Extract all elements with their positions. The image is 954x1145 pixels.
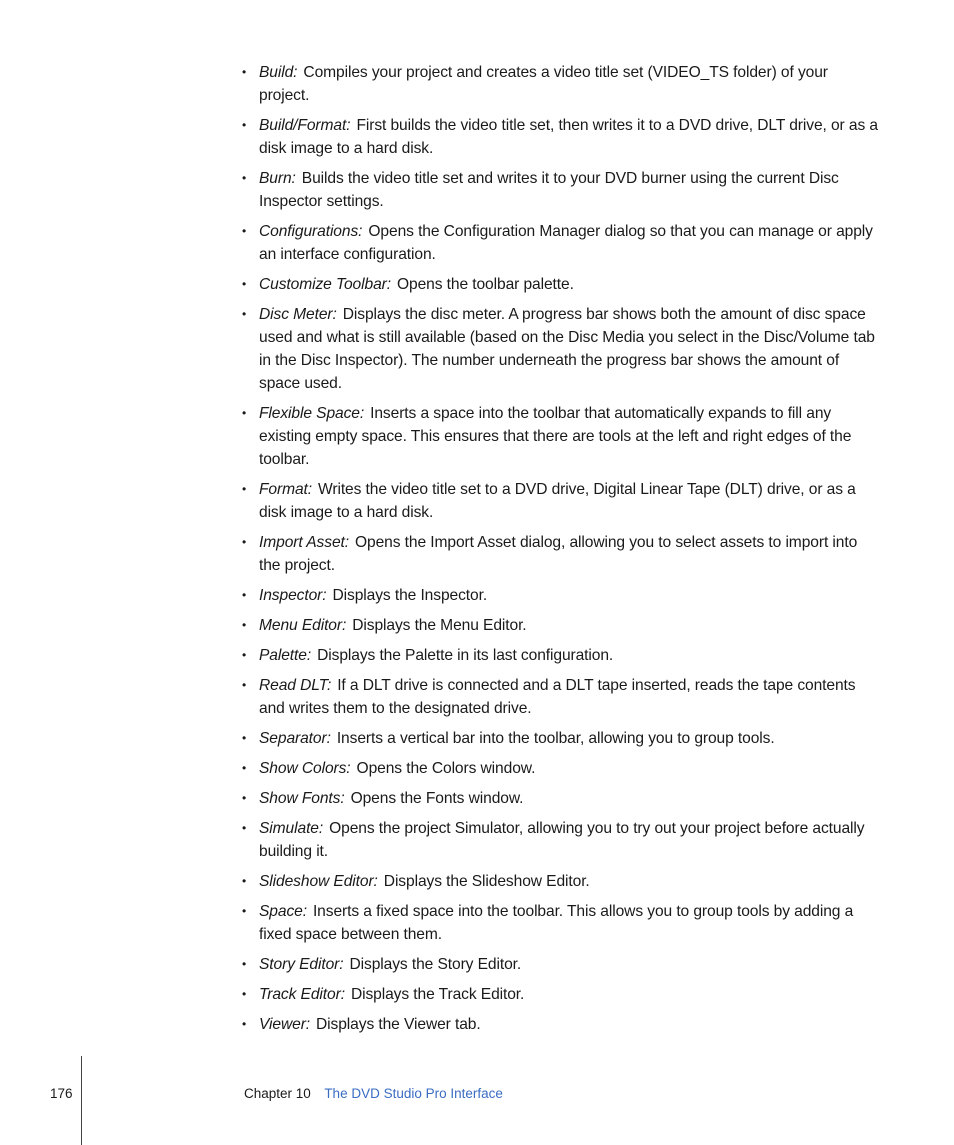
list-item: [242, 644, 882, 667]
list-item: [242, 727, 882, 750]
list-item: [242, 614, 882, 637]
item-description: Displays the Track Editor.: [350, 986, 525, 1003]
list-item: [242, 303, 882, 395]
chapter-title-link[interactable]: The DVD Studio Pro Interface: [324, 1086, 503, 1101]
item-term: Disc Meter:: [259, 306, 337, 323]
item-term: Read DLT:: [259, 677, 332, 694]
list-item: [242, 584, 882, 607]
list-item: [242, 220, 882, 266]
list-item: [242, 478, 882, 524]
item-description: Displays the Inspector.: [332, 587, 488, 604]
item-term: Customize Toolbar:: [259, 276, 391, 293]
item-description: Displays the Viewer tab.: [316, 1016, 481, 1033]
item-term: Show Fonts:: [259, 790, 345, 807]
item-description: Writes the video title set to a DVD drive, Digital Linear Tape (DLT) drive, or as a disk image to a hard disk.: [259, 481, 856, 521]
page-body: [242, 61, 882, 1043]
item-description: Opens the Fonts window.: [350, 790, 524, 807]
list-item: [242, 817, 882, 863]
item-description: Opens the Configuration Manager dialog so that you can manage or apply an interface configuration.: [259, 223, 873, 263]
list-item: [242, 273, 882, 296]
item-term: Show Colors:: [259, 760, 351, 777]
item-description: Opens the toolbar palette.: [396, 276, 574, 293]
item-description: Builds the video title set and writes it to your DVD burner using the current Disc Inspector settings.: [259, 170, 839, 210]
item-description: Displays the Menu Editor.: [352, 617, 527, 634]
item-description: Opens the Import Asset dialog, allowing you to select assets to import into the project.: [259, 534, 858, 574]
item-term: Slideshow Editor:: [259, 873, 378, 890]
item-description: Compiles your project and creates a video title set (VIDEO_TS folder) of your project.: [259, 64, 828, 104]
item-description: Opens the project Simulator, allowing you to try out your project before actually building it.: [259, 820, 865, 860]
footer-divider: [81, 1056, 82, 1145]
item-term: Format:: [259, 481, 313, 498]
item-description: Inserts a space into the toolbar that automatically expands to fill any existing empty space. This ensures that there are tools at the left and right edges of the toolbar.: [259, 405, 852, 468]
list-item: [242, 114, 882, 160]
item-description: Inserts a fixed space into the toolbar. This allows you to group tools by adding a fixed space between them.: [259, 903, 854, 943]
item-term: Palette:: [259, 647, 312, 664]
item-term: Build:: [259, 64, 298, 81]
item-term: Separator:: [259, 730, 331, 747]
item-description: Opens the Colors window.: [356, 760, 536, 777]
list-item: [242, 167, 882, 213]
item-term: Menu Editor:: [259, 617, 347, 634]
item-term: Space:: [259, 903, 307, 920]
item-description: Inserts a vertical bar into the toolbar, allowing you to group tools.: [336, 730, 775, 747]
item-description: Displays the disc meter. A progress bar shows both the amount of disc space used and what is still available (based on the Disc Media you select in the Disc/Volume tab in the Disc Inspector). The number underneath the progress bar shows the amount of space used.: [259, 306, 875, 392]
item-term: Inspector:: [259, 587, 327, 604]
list-item: [242, 757, 882, 780]
list-item: [242, 531, 882, 577]
item-description: If a DLT drive is connected and a DLT tape inserted, reads the tape contents and writes them to the designated drive.: [259, 677, 856, 717]
item-description: Displays the Story Editor.: [349, 956, 522, 973]
list-item: [242, 900, 882, 946]
item-description: Displays the Palette in its last configuration.: [317, 647, 614, 664]
list-item: [242, 1013, 882, 1036]
item-term: Story Editor:: [259, 956, 344, 973]
item-term: Burn:: [259, 170, 296, 187]
toolbar-items-list: [242, 61, 882, 1036]
item-term: Build/Format:: [259, 117, 351, 134]
item-description: Displays the Slideshow Editor.: [383, 873, 590, 890]
list-item: [242, 787, 882, 810]
list-item: [242, 983, 882, 1006]
item-description: First builds the video title set, then writes it to a DVD drive, DLT drive, or as a disk image to a hard disk.: [259, 117, 878, 157]
item-term: Import Asset:: [259, 534, 349, 551]
list-item: [242, 953, 882, 976]
item-term: Simulate:: [259, 820, 324, 837]
page-number: 176: [50, 1086, 73, 1101]
footer-chapter: [244, 1086, 503, 1101]
item-term: Flexible Space:: [259, 405, 365, 422]
list-item: [242, 870, 882, 893]
item-term: Configurations:: [259, 223, 363, 240]
list-item: [242, 402, 882, 471]
chapter-label: Chapter 10: [244, 1086, 311, 1101]
list-item: [242, 674, 882, 720]
item-term: Track Editor:: [259, 986, 345, 1003]
item-term: Viewer:: [259, 1016, 311, 1033]
list-item: [242, 61, 882, 107]
